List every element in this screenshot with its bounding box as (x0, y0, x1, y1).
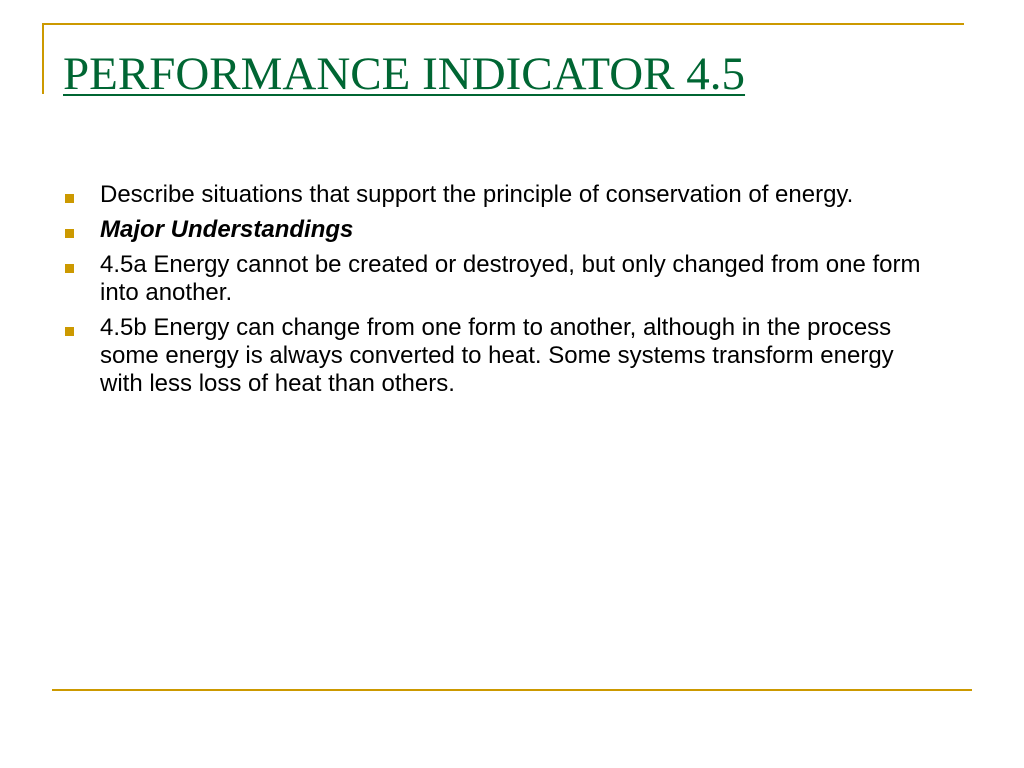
bullet-text: Describe situations that support the principle of conservation of energy. (100, 181, 854, 208)
left-rule (42, 23, 44, 94)
top-rule (42, 23, 964, 25)
square-bullet-icon (65, 264, 74, 273)
square-bullet-icon (65, 194, 74, 203)
bullet-item (63, 181, 943, 209)
bullet-item (63, 251, 943, 307)
bullet-list (63, 181, 943, 405)
square-bullet-icon (65, 327, 74, 336)
square-bullet-icon (65, 229, 74, 238)
bottom-rule (52, 689, 972, 691)
bullet-text: 4.5b Energy can change from one form to another, although in the process some energy is always converted to heat. Some systems transform energy with less loss of heat than others. (100, 314, 894, 397)
bullet-text: 4.5a Energy cannot be created or destroyed, but only changed from one form into another. (100, 251, 921, 306)
slide-title: PERFORMANCE INDICATOR 4.5 (63, 48, 746, 100)
bullet-heading: Major Understandings (100, 216, 354, 243)
bullet-item (63, 314, 943, 398)
bullet-item (63, 216, 943, 244)
